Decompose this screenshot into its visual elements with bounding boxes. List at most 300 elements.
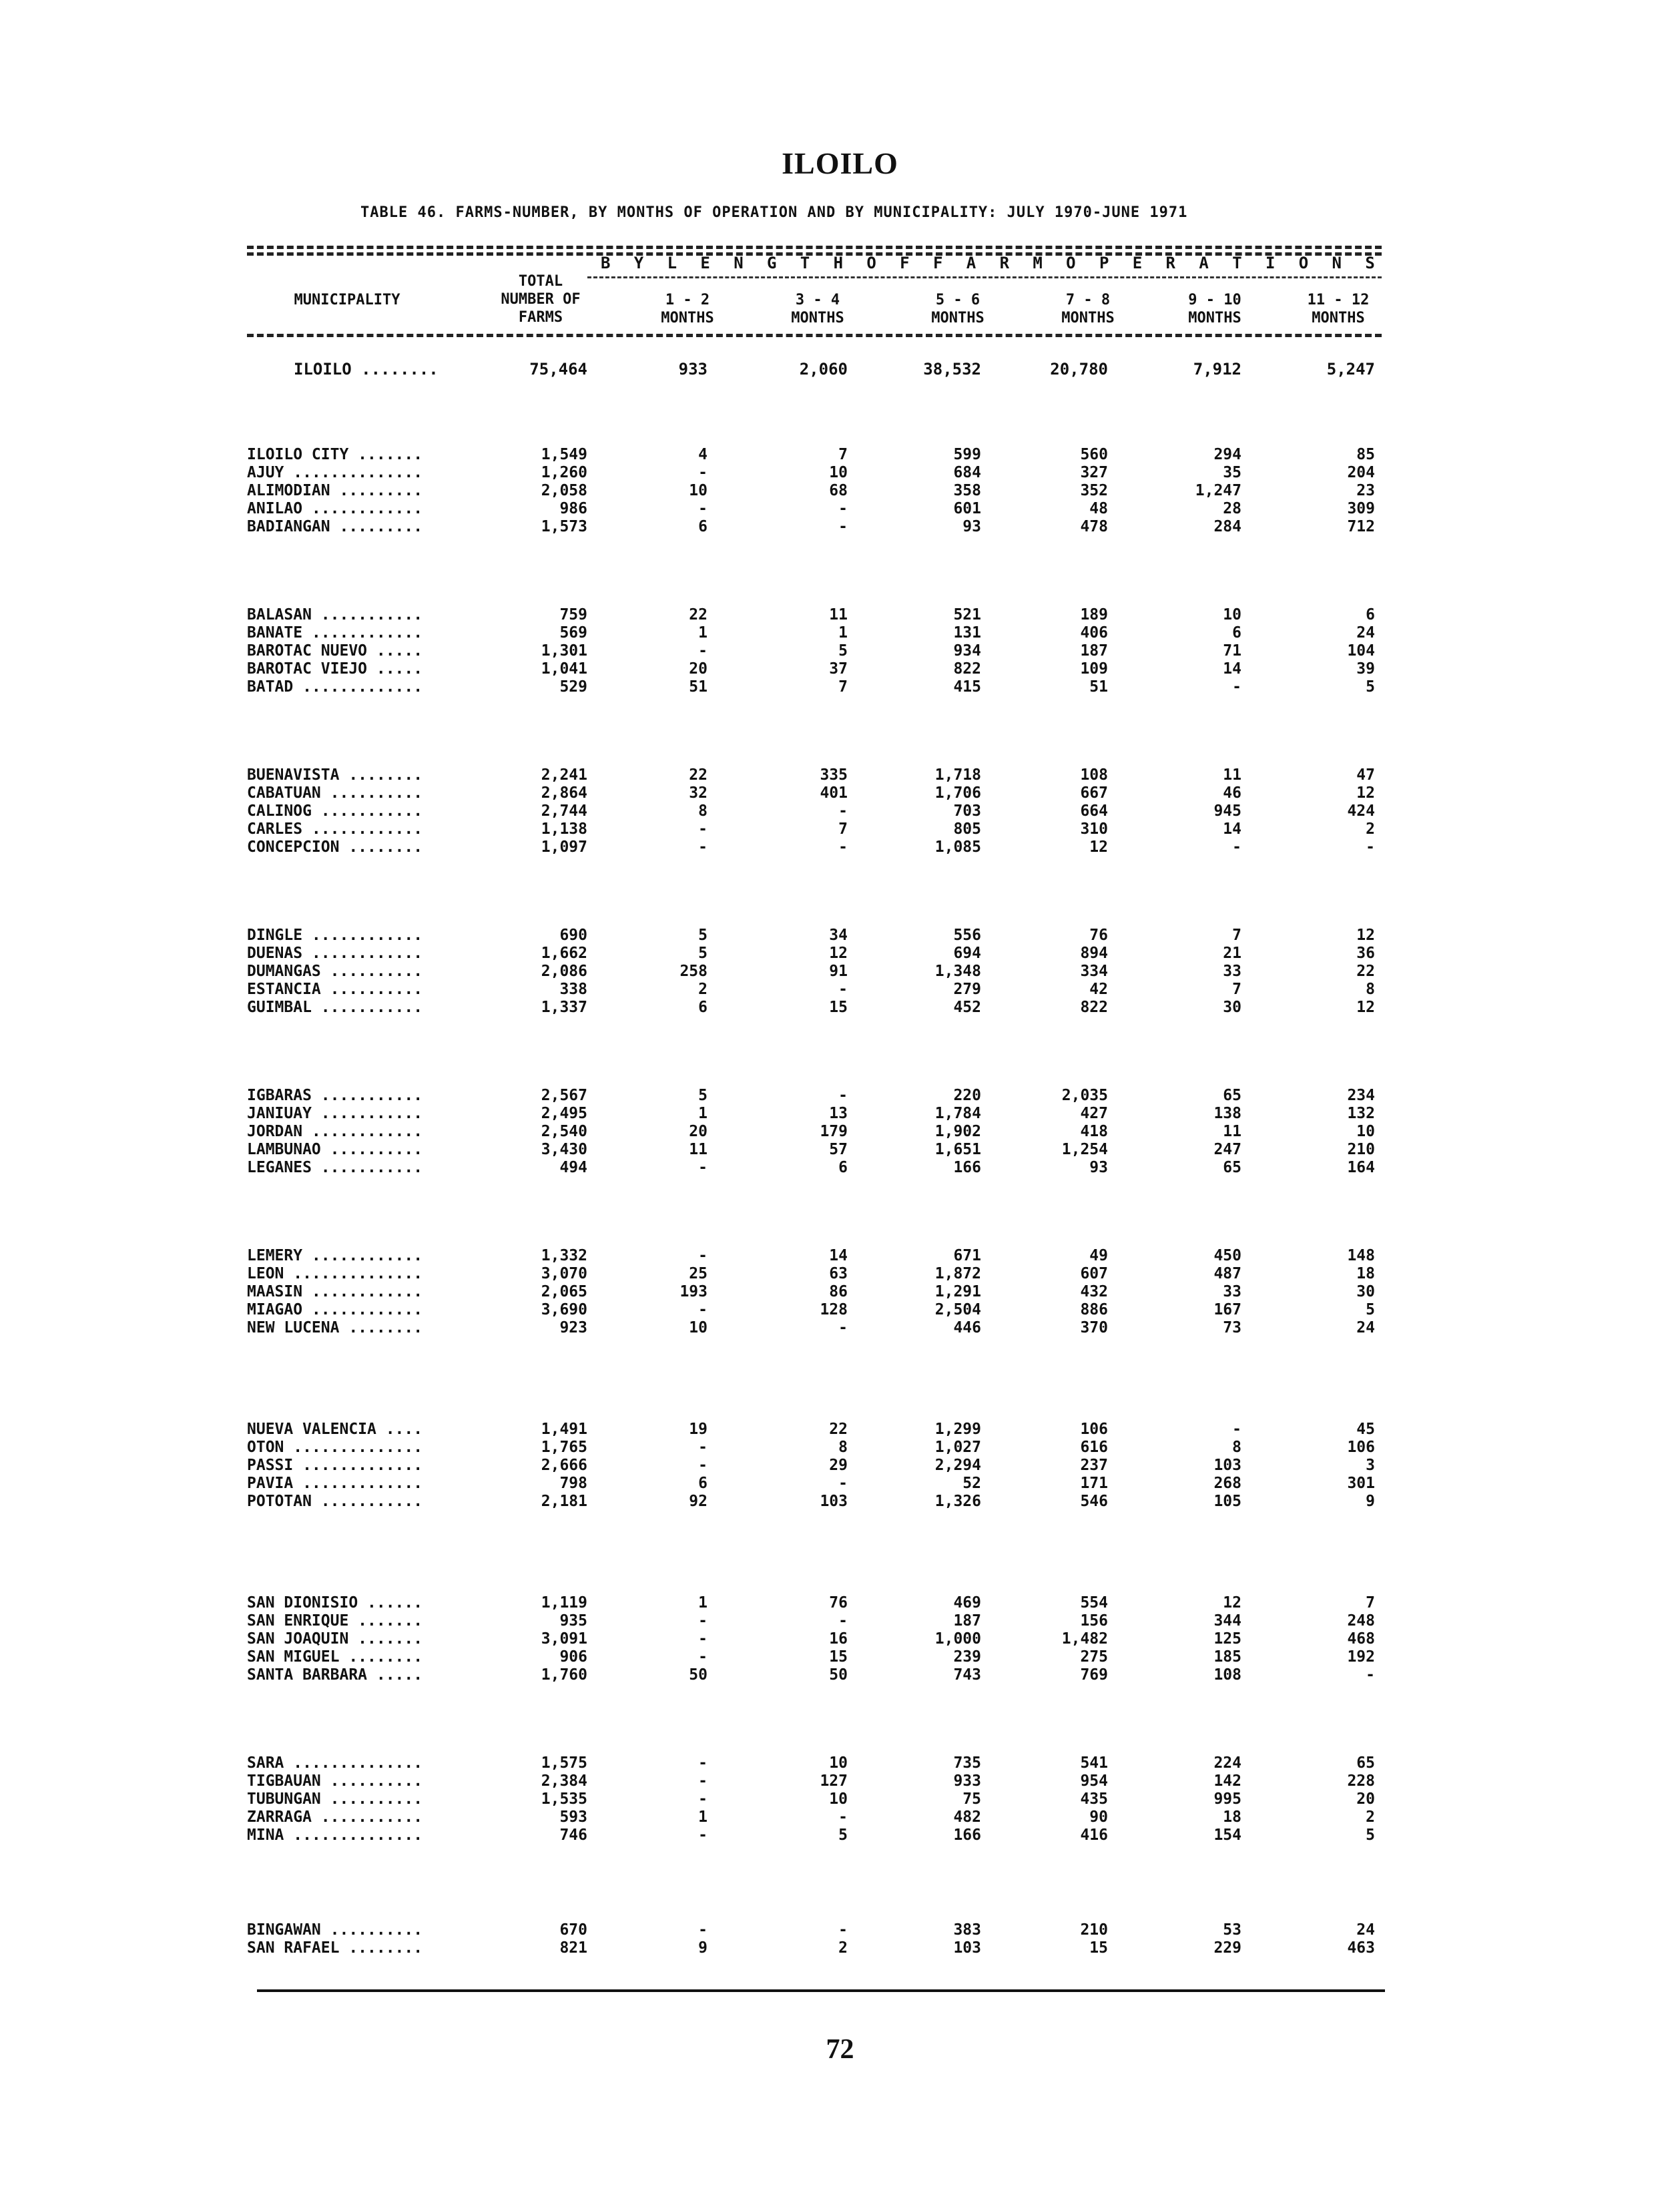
m5-6-cell: 38,532 <box>923 360 981 379</box>
municipality-cell: POTOTAN ........... <box>247 1493 423 1510</box>
m1-2-cell: - <box>698 464 708 481</box>
total-farms-cell: 923 <box>559 1319 587 1336</box>
table-row <box>0 1939 1680 1957</box>
m3-4-cell: 10 <box>829 464 848 481</box>
m9-10-cell: 46 <box>1223 784 1241 802</box>
m1-2-cell: 19 <box>689 1421 708 1438</box>
m7-8-cell: 406 <box>1080 624 1108 642</box>
m11-12-cell: 9 <box>1366 1493 1375 1510</box>
m5-6-cell: 469 <box>953 1594 981 1612</box>
m7-8-cell: 1,254 <box>1061 1141 1108 1158</box>
m11-12-cell: - <box>1366 838 1375 856</box>
m3-4-cell: 34 <box>829 927 848 944</box>
total-header <box>481 272 601 326</box>
m9-10-cell: 10 <box>1223 606 1241 624</box>
m4-header-unit: MONTHS <box>1061 310 1115 326</box>
m7-8-cell: 607 <box>1080 1265 1108 1282</box>
m5-6-cell: 934 <box>953 642 981 660</box>
municipality-cell: SARA .............. <box>247 1754 423 1772</box>
span-header-letter: O <box>866 254 876 272</box>
m11-12-cell: 12 <box>1356 999 1375 1016</box>
m1-2-cell: 2 <box>698 981 708 998</box>
m7-8-cell: 106 <box>1080 1421 1108 1438</box>
m11-12-cell: 22 <box>1356 963 1375 980</box>
table-row <box>0 446 1680 463</box>
m1-2-cell: - <box>698 1790 708 1808</box>
span-header-letter: A <box>1199 254 1209 272</box>
municipality-cell: LAMBUNAO .......... <box>247 1141 423 1158</box>
total-farms-cell: 3,690 <box>541 1301 587 1318</box>
m7-8-cell: 20,780 <box>1050 360 1108 379</box>
table-row <box>0 1421 1680 1438</box>
m9-10-cell: 33 <box>1223 1283 1241 1300</box>
municipality-cell: DUENAS ............ <box>247 945 423 962</box>
m11-12-cell: 712 <box>1347 518 1375 535</box>
m7-8-cell: 616 <box>1080 1439 1108 1456</box>
m6-header <box>1288 291 1388 327</box>
m7-8-cell: 769 <box>1080 1666 1108 1684</box>
m9-10-cell: 268 <box>1213 1475 1241 1492</box>
m1-2-cell: 20 <box>689 1123 708 1140</box>
m3-4-cell: 37 <box>829 660 848 678</box>
m9-10-cell: 247 <box>1213 1141 1241 1158</box>
m3-4-cell: 68 <box>829 482 848 499</box>
table-row <box>0 1457 1680 1474</box>
m9-10-cell: 1,247 <box>1195 482 1241 499</box>
span-header-letter: O <box>1298 254 1309 272</box>
m5-6-cell: 1,085 <box>934 838 981 856</box>
m5-6-cell: 103 <box>953 1939 981 1957</box>
municipality-cell: PASSI ............. <box>247 1457 423 1474</box>
table-row <box>0 927 1680 944</box>
m7-8-cell: 42 <box>1089 981 1108 998</box>
m7-8-cell: 370 <box>1080 1319 1108 1336</box>
m1-2-cell: - <box>698 1754 708 1772</box>
m3-4-cell: 2,060 <box>799 360 848 379</box>
m5-6-cell: 684 <box>953 464 981 481</box>
m3-4-cell: 2 <box>838 1939 848 1957</box>
municipality-cell: DINGLE ............ <box>247 927 423 944</box>
m7-8-cell: 427 <box>1080 1105 1108 1122</box>
m5-6-cell: 1,706 <box>934 784 981 802</box>
municipality-cell: BATAD ............. <box>247 678 423 696</box>
m11-12-cell: 424 <box>1347 802 1375 820</box>
municipality-cell: LEMERY ............ <box>247 1247 423 1264</box>
municipality-cell: AJUY .............. <box>247 464 423 481</box>
m9-10-cell: 35 <box>1223 464 1241 481</box>
m11-12-cell: 164 <box>1347 1159 1375 1176</box>
total-farms-cell: 935 <box>559 1612 587 1630</box>
municipality-cell: BINGAWAN .......... <box>247 1921 423 1939</box>
municipality-cell: CABATUAN .......... <box>247 784 423 802</box>
total-farms-cell: 529 <box>559 678 587 696</box>
m3-4-cell: - <box>838 1921 848 1939</box>
municipality-cell: ZARRAGA ........... <box>247 1808 423 1826</box>
m3-4-cell: 63 <box>829 1265 848 1282</box>
m9-10-cell: 103 <box>1213 1457 1241 1474</box>
m7-8-cell: 352 <box>1080 482 1108 499</box>
m11-12-cell: 309 <box>1347 500 1375 517</box>
m7-8-cell: 76 <box>1089 927 1108 944</box>
municipality-cell: LEGANES ........... <box>247 1159 423 1176</box>
municipality-cell: BALASAN ........... <box>247 606 423 624</box>
total-farms-cell: 338 <box>559 981 587 998</box>
m5-6-cell: 279 <box>953 981 981 998</box>
table-row <box>0 1247 1680 1264</box>
m7-8-cell: 49 <box>1089 1247 1108 1264</box>
table-row <box>0 482 1680 499</box>
m5-6-cell: 1,027 <box>934 1439 981 1456</box>
m1-2-cell: 933 <box>678 360 708 379</box>
municipality-cell: JANIUAY ........... <box>247 1105 423 1122</box>
total-farms-cell: 1,097 <box>541 838 587 856</box>
m3-4-cell: - <box>838 518 848 535</box>
table-row <box>0 999 1680 1016</box>
municipality-cell: SAN MIGUEL ........ <box>247 1648 423 1666</box>
table-caption: TABLE 46. FARMS-NUMBER, BY MONTHS OF OPERATION AND BY MUNICIPALITY: JULY 1970-JUNE 1971 <box>360 204 1188 221</box>
span-header-letter: T <box>1232 254 1242 272</box>
m11-12-cell: 463 <box>1347 1939 1375 1957</box>
table-bottom-rule <box>257 1989 1385 1992</box>
table-row <box>0 606 1680 624</box>
m5-6-cell: 131 <box>953 624 981 642</box>
municipality-cell: IGBARAS ........... <box>247 1087 423 1104</box>
m9-10-cell: 65 <box>1223 1159 1241 1176</box>
m11-12-cell: 65 <box>1356 1754 1375 1772</box>
span-header-letter: R <box>1165 254 1175 272</box>
m7-8-cell: 334 <box>1080 963 1108 980</box>
m3-4-cell: - <box>838 802 848 820</box>
municipality-cell: BUENAVISTA ........ <box>247 766 423 784</box>
m9-10-cell: 30 <box>1223 999 1241 1016</box>
m3-4-cell: 7 <box>838 446 848 463</box>
m1-2-cell: 258 <box>679 963 708 980</box>
total-row <box>0 360 1680 378</box>
m3-4-cell: - <box>838 838 848 856</box>
m1-2-cell: 6 <box>698 518 708 535</box>
m9-10-cell: 450 <box>1213 1247 1241 1264</box>
m3-4-cell: - <box>838 981 848 998</box>
m3-4-cell: 16 <box>829 1630 848 1648</box>
m6-header-range: 11 - 12 <box>1307 292 1370 308</box>
m1-2-cell: 25 <box>689 1265 708 1282</box>
m7-8-cell: 554 <box>1080 1594 1108 1612</box>
m5-6-cell: 805 <box>953 820 981 838</box>
municipality-cell: SAN DIONISIO ...... <box>247 1594 423 1612</box>
m1-2-cell: - <box>698 1630 708 1648</box>
m11-12-cell: 5 <box>1366 678 1375 696</box>
m9-10-cell: 945 <box>1213 802 1241 820</box>
municipality-cell: CALINOG ........... <box>247 802 423 820</box>
m1-2-cell: 193 <box>679 1283 708 1300</box>
table-row <box>0 981 1680 998</box>
m5-6-cell: 383 <box>953 1921 981 1939</box>
m7-8-cell: 90 <box>1089 1808 1108 1826</box>
table-row <box>0 963 1680 980</box>
municipality-cell: NUEVA VALENCIA .... <box>247 1421 423 1438</box>
total-farms-cell: 1,301 <box>541 642 587 660</box>
m5-6-cell: 239 <box>953 1648 981 1666</box>
municipality-cell: ILOILO CITY ....... <box>247 446 423 463</box>
m1-2-cell: 5 <box>698 927 708 944</box>
m3-4-cell: 7 <box>838 678 848 696</box>
m9-10-cell: 14 <box>1223 660 1241 678</box>
m3-4-cell: 86 <box>829 1283 848 1300</box>
total-header-line-1: TOTAL <box>518 273 563 290</box>
m5-6-cell: 1,000 <box>934 1630 981 1648</box>
municipality-cell: ANILAO ............ <box>247 500 423 517</box>
m3-4-cell: 335 <box>820 766 848 784</box>
m7-8-cell: 432 <box>1080 1283 1108 1300</box>
table-row <box>0 642 1680 660</box>
municipality-cell: LEON .............. <box>247 1265 423 1282</box>
m1-2-cell: - <box>698 1301 708 1318</box>
m9-10-cell: 21 <box>1223 945 1241 962</box>
m9-10-cell: 6 <box>1232 624 1241 642</box>
total-farms-cell: 1,760 <box>541 1666 587 1684</box>
municipality-cell: TUBUNGAN .......... <box>247 1790 423 1808</box>
m3-4-cell: 22 <box>829 1421 848 1438</box>
m3-4-cell: 12 <box>829 945 848 962</box>
m3-4-cell: 57 <box>829 1141 848 1158</box>
m5-6-cell: 521 <box>953 606 981 624</box>
m11-12-cell: 20 <box>1356 1790 1375 1808</box>
table-row <box>0 464 1680 481</box>
municipality-cell: SAN RAFAEL ........ <box>247 1939 423 1957</box>
span-header-letter: S <box>1365 254 1375 272</box>
m5-6-cell: 933 <box>953 1772 981 1790</box>
municipality-cell: CARLES ............ <box>247 820 423 838</box>
m11-12-cell: 39 <box>1356 660 1375 678</box>
span-header-letter: O <box>1066 254 1076 272</box>
m1-2-cell: 92 <box>689 1493 708 1510</box>
m1-header-unit: MONTHS <box>661 310 714 326</box>
m5-6-cell: 601 <box>953 500 981 517</box>
span-header-letter: A <box>966 254 976 272</box>
table-row <box>0 1772 1680 1790</box>
table-row <box>0 1630 1680 1648</box>
m3-4-cell: - <box>838 1475 848 1492</box>
m7-8-cell: 189 <box>1080 606 1108 624</box>
municipality-cell: SAN ENRIQUE ....... <box>247 1612 423 1630</box>
m11-12-cell: 24 <box>1356 1921 1375 1939</box>
total-farms-cell: 2,058 <box>541 482 587 499</box>
table-row <box>0 1265 1680 1282</box>
m1-2-cell: 6 <box>698 999 708 1016</box>
m3-4-cell: - <box>838 1612 848 1630</box>
m5-6-cell: 1,902 <box>934 1123 981 1140</box>
m4-header-range: 7 - 8 <box>1065 292 1111 308</box>
m9-10-cell: - <box>1232 678 1241 696</box>
total-farms-cell: 986 <box>559 500 587 517</box>
m5-header <box>1165 291 1265 327</box>
m1-header <box>641 291 734 327</box>
total-farms-cell: 2,495 <box>541 1105 587 1122</box>
m7-8-cell: 546 <box>1080 1493 1108 1510</box>
municipality-cell: BAROTAC VIEJO ..... <box>247 660 423 678</box>
m11-12-cell: 85 <box>1356 446 1375 463</box>
m3-4-cell: 7 <box>838 820 848 838</box>
m7-8-cell: 51 <box>1089 678 1108 696</box>
span-header-letter: I <box>1265 254 1276 272</box>
total-farms-cell: 2,666 <box>541 1457 587 1474</box>
m3-4-cell: 5 <box>838 642 848 660</box>
municipality-header-label: MUNICIPALITY <box>294 292 400 308</box>
total-farms-cell: 1,260 <box>541 464 587 481</box>
m9-10-cell: 14 <box>1223 820 1241 838</box>
table-row <box>0 820 1680 838</box>
m3-4-cell: 50 <box>829 1666 848 1684</box>
table-row <box>0 1301 1680 1318</box>
m9-10-cell: 8 <box>1232 1439 1241 1456</box>
total-farms-cell: 2,181 <box>541 1493 587 1510</box>
table-row <box>0 802 1680 820</box>
m5-6-cell: 1,651 <box>934 1141 981 1158</box>
m5-6-cell: 187 <box>953 1612 981 1630</box>
total-farms-cell: 690 <box>559 927 587 944</box>
m7-8-cell: 541 <box>1080 1754 1108 1772</box>
municipality-cell: MIAGAO ............ <box>247 1301 423 1318</box>
span-header-letter: H <box>833 254 844 272</box>
m5-6-cell: 1,291 <box>934 1283 981 1300</box>
table-row <box>0 624 1680 642</box>
m5-6-cell: 556 <box>953 927 981 944</box>
m5-6-cell: 671 <box>953 1247 981 1264</box>
m11-12-cell: 45 <box>1356 1421 1375 1438</box>
municipality-cell: ILOILO ........ <box>294 360 439 379</box>
table-row <box>0 1826 1680 1844</box>
m7-8-cell: 187 <box>1080 642 1108 660</box>
table-row <box>0 1283 1680 1300</box>
m9-10-cell: 142 <box>1213 1772 1241 1790</box>
table-row <box>0 1439 1680 1456</box>
m7-8-cell: 664 <box>1080 802 1108 820</box>
m3-4-cell: 15 <box>829 999 848 1016</box>
m5-6-cell: 166 <box>953 1826 981 1844</box>
m3-4-cell: 29 <box>829 1457 848 1474</box>
m9-10-cell: 71 <box>1223 642 1241 660</box>
m3-4-cell: 10 <box>829 1790 848 1808</box>
table-row <box>0 1612 1680 1630</box>
m9-10-cell: 344 <box>1213 1612 1241 1630</box>
m1-2-cell: 1 <box>698 1808 708 1826</box>
total-farms-cell: 75,464 <box>529 360 587 379</box>
m5-6-cell: 694 <box>953 945 981 962</box>
m3-4-cell: - <box>838 1087 848 1104</box>
m1-2-cell: 10 <box>689 1319 708 1336</box>
span-header-letter: F <box>932 254 943 272</box>
m1-2-cell: 9 <box>698 1939 708 1957</box>
table-row <box>0 660 1680 678</box>
total-farms-cell: 1,535 <box>541 1790 587 1808</box>
m1-2-cell: - <box>698 1159 708 1176</box>
m7-8-cell: 327 <box>1080 464 1108 481</box>
municipality-cell: PAVIA ............. <box>247 1475 423 1492</box>
m7-8-cell: 237 <box>1080 1457 1108 1474</box>
table-row <box>0 784 1680 802</box>
span-header-letter: E <box>1132 254 1143 272</box>
total-farms-cell: 2,744 <box>541 802 587 820</box>
total-farms-cell: 670 <box>559 1921 587 1939</box>
table-row <box>0 1123 1680 1140</box>
m11-12-cell: 30 <box>1356 1283 1375 1300</box>
m5-6-cell: 1,784 <box>934 1105 981 1122</box>
page-number: 72 <box>826 2034 854 2065</box>
m4-header <box>1038 291 1138 327</box>
top-double-rule-1 <box>247 246 1382 249</box>
m5-6-cell: 2,504 <box>934 1301 981 1318</box>
m9-10-cell: 167 <box>1213 1301 1241 1318</box>
municipality-cell: MAASIN ............ <box>247 1283 423 1300</box>
m9-10-cell: 65 <box>1223 1087 1241 1104</box>
m11-12-cell: 468 <box>1347 1630 1375 1648</box>
municipality-cell: BAROTAC NUEVO ..... <box>247 642 423 660</box>
m11-12-cell: 301 <box>1347 1475 1375 1492</box>
m11-12-cell: 234 <box>1347 1087 1375 1104</box>
m5-6-cell: 166 <box>953 1159 981 1176</box>
m5-6-cell: 220 <box>953 1087 981 1104</box>
table-row <box>0 1594 1680 1612</box>
table-row <box>0 1790 1680 1808</box>
m1-header-range: 1 - 2 <box>665 292 710 308</box>
m3-4-cell: 128 <box>820 1301 848 1318</box>
m5-6-cell: 743 <box>953 1666 981 1684</box>
m3-header-unit: MONTHS <box>931 310 985 326</box>
m1-2-cell: 5 <box>698 1087 708 1104</box>
m7-8-cell: 667 <box>1080 784 1108 802</box>
m9-10-cell: 7 <box>1232 981 1241 998</box>
total-farms-cell: 593 <box>559 1808 587 1826</box>
m1-2-cell: - <box>698 1772 708 1790</box>
m11-12-cell: 210 <box>1347 1141 1375 1158</box>
span-header-letter: Y <box>633 254 644 272</box>
m7-8-cell: 310 <box>1080 820 1108 838</box>
m9-10-cell: 108 <box>1213 1666 1241 1684</box>
total-farms-cell: 798 <box>559 1475 587 1492</box>
m1-2-cell: 6 <box>698 1475 708 1492</box>
m11-12-cell: 5 <box>1366 1301 1375 1318</box>
m3-4-cell: 11 <box>829 606 848 624</box>
span-header-letter: T <box>800 254 810 272</box>
m11-12-cell: 104 <box>1347 642 1375 660</box>
table-row <box>0 1105 1680 1122</box>
m9-10-cell: 7,912 <box>1193 360 1241 379</box>
m7-8-cell: 12 <box>1089 838 1108 856</box>
m1-2-cell: 1 <box>698 624 708 642</box>
total-farms-cell: 494 <box>559 1159 587 1176</box>
span-header-letter: P <box>1099 254 1109 272</box>
m5-6-cell: 599 <box>953 446 981 463</box>
m5-6-cell: 1,718 <box>934 766 981 784</box>
m11-12-cell: 5,247 <box>1326 360 1375 379</box>
span-header <box>601 254 1375 272</box>
m7-8-cell: 1,482 <box>1061 1630 1108 1648</box>
municipality-cell: DUMANGAS .......... <box>247 963 423 980</box>
table-row <box>0 678 1680 696</box>
municipality-cell: TIGBAUAN .......... <box>247 1772 423 1790</box>
m9-10-cell: 185 <box>1213 1648 1241 1666</box>
m3-4-cell: - <box>838 1808 848 1826</box>
m11-12-cell: 12 <box>1356 927 1375 944</box>
span-header-letter: G <box>766 254 777 272</box>
m3-header-range: 5 - 6 <box>935 292 981 308</box>
total-farms-cell: 3,091 <box>541 1630 587 1648</box>
m2-header-unit: MONTHS <box>791 310 844 326</box>
total-farms-cell: 1,119 <box>541 1594 587 1612</box>
m9-10-cell: 11 <box>1223 766 1241 784</box>
m3-4-cell: - <box>838 1319 848 1336</box>
m2-header-range: 3 - 4 <box>795 292 840 308</box>
